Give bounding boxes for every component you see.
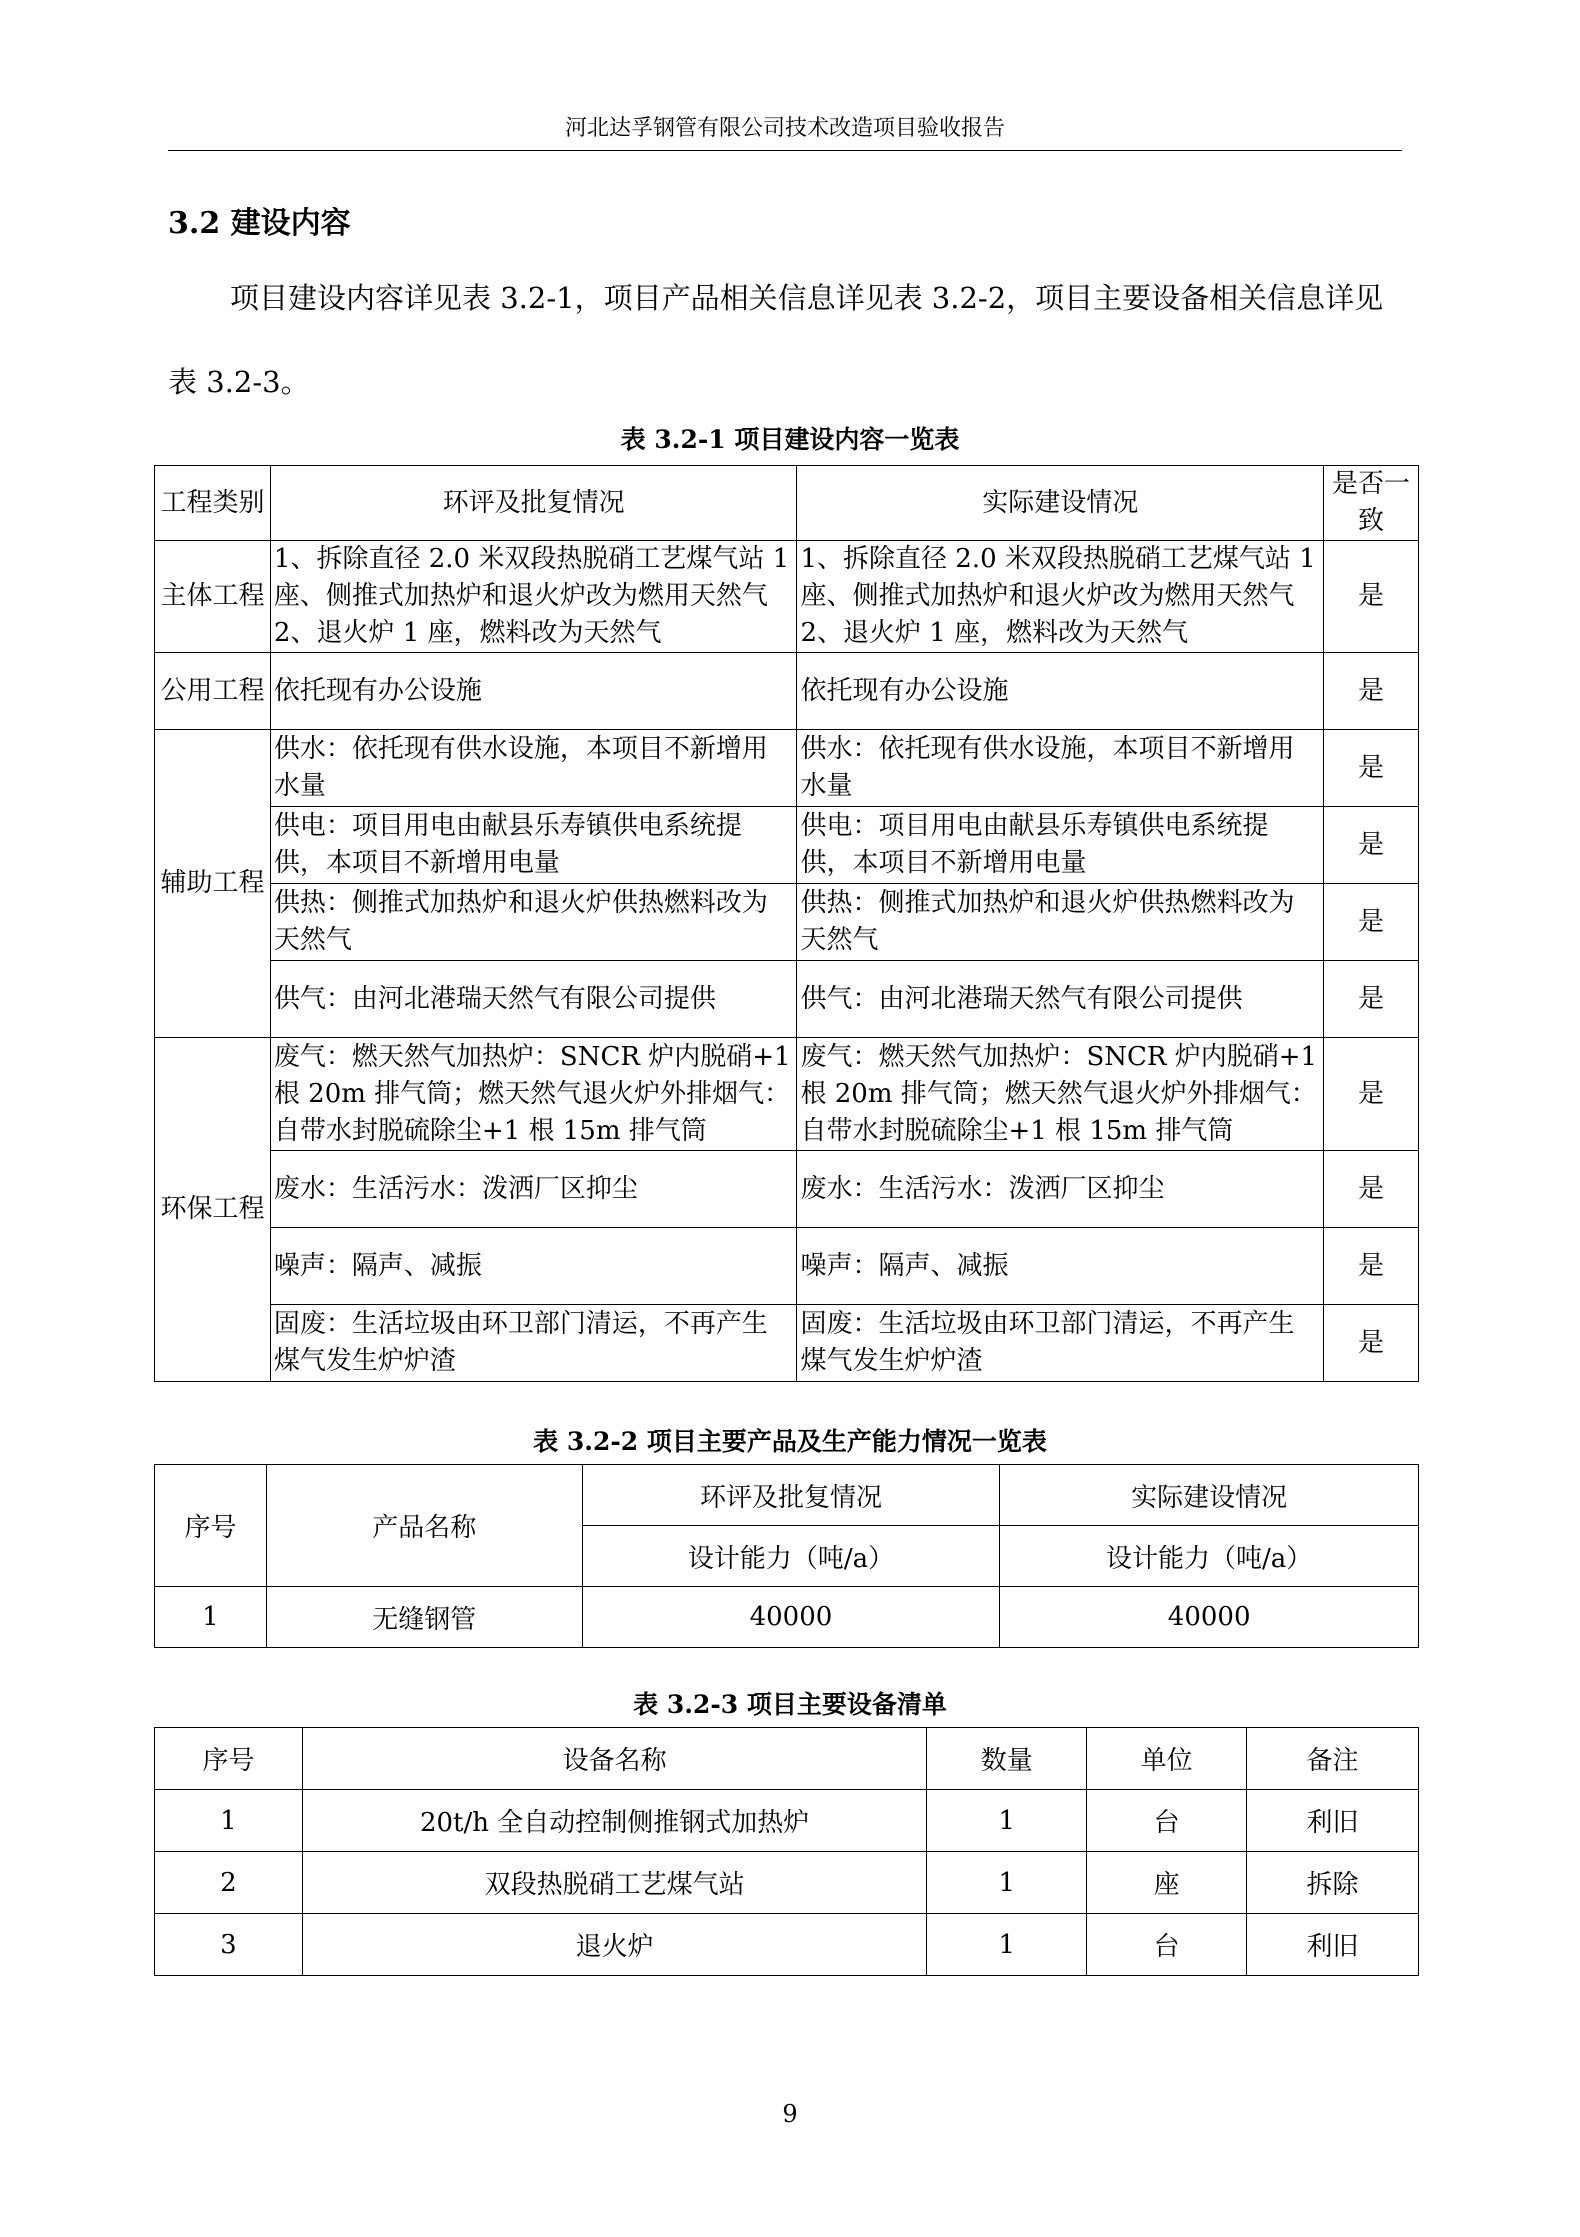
actual-cell: 供气：由河北港瑞天然气有限公司提供 xyxy=(797,961,1324,1038)
eia-cell: 废水：生活污水：泼洒厂区抑尘 xyxy=(270,1151,797,1228)
section-title: 3.2 建设内容 xyxy=(168,206,351,241)
eia-cell: 噪声：隔声、减振 xyxy=(270,1228,797,1305)
cell: 2 xyxy=(155,1852,303,1914)
header-cell: 序号 xyxy=(155,1728,303,1790)
actual-cell: 供电：项目用电由献县乐寿镇供电系统提供，本项目不新增用电量 xyxy=(797,807,1324,884)
cell: 座 xyxy=(1087,1852,1247,1914)
eia-cell: 固废：生活垃圾由环卫部门清运，不再产生煤气发生炉炉渣 xyxy=(270,1305,797,1382)
actual-cell: 供热：侧推式加热炉和退火炉供热燃料改为天然气 xyxy=(797,884,1324,961)
cell: 拆除 xyxy=(1247,1852,1419,1914)
equipment-list-table xyxy=(154,1727,1419,1976)
actual-cell: 依托现有办公设施 xyxy=(797,653,1324,730)
cell: 利旧 xyxy=(1247,1790,1419,1852)
page-header: 河北达孚钢管有限公司技术改造项目验收报告 xyxy=(168,108,1402,151)
eia-cell: 依托现有办公设施 xyxy=(270,653,797,730)
table-row xyxy=(155,1228,1419,1305)
page-number: 9 xyxy=(782,2100,798,2128)
header-cell: 实际建设情况 xyxy=(797,466,1324,541)
header-cell: 工程类别 xyxy=(155,466,271,541)
eia-cell: 废气：燃天然气加热炉：SNCR 炉内脱硝+1 根 20m 排气筒；燃天然气退火炉外排烟气：自带水封脱硫除尘+1 根 15m 排气筒 xyxy=(270,1038,797,1151)
header-cell: 环评及批复情况 xyxy=(270,466,797,541)
header-cell: 是否一致 xyxy=(1324,466,1419,541)
eia-cell: 供气：由河北港瑞天然气有限公司提供 xyxy=(270,961,797,1038)
header-cell: 单位 xyxy=(1087,1728,1247,1790)
table-row xyxy=(155,807,1419,884)
cell: 40000 xyxy=(1000,1587,1419,1648)
cell: 1 xyxy=(155,1790,303,1852)
actual-cell: 废气：燃天然气加热炉：SNCR 炉内脱硝+1 根 20m 排气筒；燃天然气退火炉外排烟气：自带水封脱硫除尘+1 根 15m 排气筒 xyxy=(797,1038,1324,1151)
cell: 1 xyxy=(927,1790,1087,1852)
table-row xyxy=(155,1852,1419,1914)
header-cell: 实际建设情况 xyxy=(1000,1465,1419,1526)
eia-cell: 1、拆除直径 2.0 米双段热脱硝工艺煤气站 1 座、侧推式加热炉和退火炉改为燃用天然气 2、退火炉 1 座，燃料改为天然气 xyxy=(270,541,797,653)
table-header-row xyxy=(155,466,1419,541)
eia-cell: 供电：项目用电由献县乐寿镇供电系统提供，本项目不新增用电量 xyxy=(270,807,797,884)
consistent-cell: 是 xyxy=(1324,807,1419,884)
actual-cell: 废水：生活污水：泼洒厂区抑尘 xyxy=(797,1151,1324,1228)
cell: 1 xyxy=(155,1587,267,1648)
table-row xyxy=(155,1790,1419,1852)
actual-cell: 1、拆除直径 2.0 米双段热脱硝工艺煤气站 1 座、侧推式加热炉和退火炉改为燃用天然气 2、退火炉 1 座，燃料改为天然气 xyxy=(797,541,1324,653)
consistent-cell: 是 xyxy=(1324,1228,1419,1305)
consistent-cell: 是 xyxy=(1324,1151,1419,1228)
table1-caption: 表 3.2-1 项目建设内容一览表 xyxy=(620,425,960,454)
consistent-cell: 是 xyxy=(1324,1038,1419,1151)
cell: 20t/h 全自动控制侧推钢式加热炉 xyxy=(302,1790,926,1852)
table-header-row xyxy=(155,1465,1419,1526)
category-cell: 公用工程 xyxy=(155,653,271,730)
table-row xyxy=(155,541,1419,653)
header-cell: 设备名称 xyxy=(302,1728,926,1790)
table-row xyxy=(155,730,1419,807)
eia-cell: 供水：依托现有供水设施，本项目不新增用水量 xyxy=(270,730,797,807)
cell: 1 xyxy=(927,1914,1087,1976)
consistent-cell: 是 xyxy=(1324,1305,1419,1382)
table-row xyxy=(155,961,1419,1038)
category-cell: 环保工程 xyxy=(155,1038,271,1382)
consistent-cell: 是 xyxy=(1324,730,1419,807)
cell: 台 xyxy=(1087,1914,1247,1976)
actual-cell: 噪声：隔声、减振 xyxy=(797,1228,1324,1305)
table-row xyxy=(155,1587,1419,1648)
category-cell: 辅助工程 xyxy=(155,730,271,1038)
category-cell: 主体工程 xyxy=(155,541,271,653)
header-cell: 设计能力（吨/a） xyxy=(1000,1526,1419,1587)
header-cell: 设计能力（吨/a） xyxy=(582,1526,1000,1587)
cell: 3 xyxy=(155,1914,303,1976)
consistent-cell: 是 xyxy=(1324,653,1419,730)
cell: 退火炉 xyxy=(302,1914,926,1976)
product-capacity-table xyxy=(154,1464,1419,1648)
table2-caption: 表 3.2-2 项目主要产品及生产能力情况一览表 xyxy=(533,1427,1047,1456)
cell: 无缝钢管 xyxy=(266,1587,582,1648)
table-row xyxy=(155,884,1419,961)
consistent-cell: 是 xyxy=(1324,961,1419,1038)
table-row xyxy=(155,1151,1419,1228)
consistent-cell: 是 xyxy=(1324,884,1419,961)
table-row xyxy=(155,653,1419,730)
actual-cell: 固废：生活垃圾由环卫部门清运，不再产生煤气发生炉炉渣 xyxy=(797,1305,1324,1382)
cell: 40000 xyxy=(582,1587,1000,1648)
table-row xyxy=(155,1038,1419,1151)
consistent-cell: 是 xyxy=(1324,541,1419,653)
cell: 台 xyxy=(1087,1790,1247,1852)
table-row xyxy=(155,1305,1419,1382)
header-cell: 序号 xyxy=(155,1465,267,1587)
intro-paragraph xyxy=(168,256,1408,424)
eia-cell: 供热：侧推式加热炉和退火炉供热燃料改为天然气 xyxy=(270,884,797,961)
cell: 利旧 xyxy=(1247,1914,1419,1976)
table-header-row xyxy=(155,1728,1419,1790)
table3-caption: 表 3.2-3 项目主要设备清单 xyxy=(633,1690,947,1719)
header-cell: 数量 xyxy=(927,1728,1087,1790)
construction-content-table xyxy=(154,465,1419,1382)
table-row xyxy=(155,1914,1419,1976)
header-cell: 产品名称 xyxy=(266,1465,582,1587)
cell: 1 xyxy=(927,1852,1087,1914)
intro-text: 项目建设内容详见表 3.2-1，项目产品相关信息详见表 3.2-2，项目主要设备相关信息详见表 3.2-3。 xyxy=(168,281,1384,399)
cell: 双段热脱硝工艺煤气站 xyxy=(302,1852,926,1914)
header-cell: 环评及批复情况 xyxy=(582,1465,1000,1526)
header-cell: 备注 xyxy=(1247,1728,1419,1790)
actual-cell: 供水：依托现有供水设施，本项目不新增用水量 xyxy=(797,730,1324,807)
